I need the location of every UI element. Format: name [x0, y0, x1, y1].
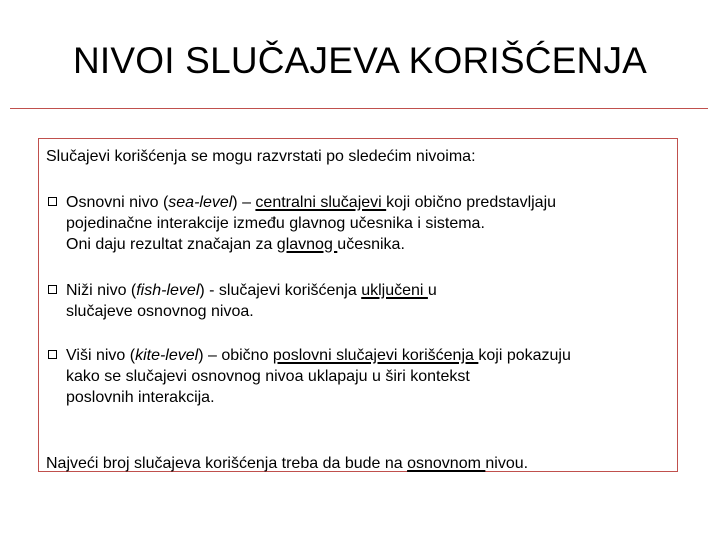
slide-title: NIVOI SLUČAJEVA KORIŠĆENJA	[72, 40, 648, 81]
bullet-line: pojedinačne interakcije između glavnog učesnika i sistema.	[66, 215, 485, 232]
intro-text: Slučajevi korišćenja se mogu razvrstati po sledećim nivoima:	[46, 148, 476, 165]
title-divider	[10, 108, 708, 109]
bullet-line: slučajeve osnovnog nivoa.	[66, 303, 254, 320]
bullet-line: poslovnih interakcija.	[66, 389, 215, 406]
bullet-line: Niži nivo (fish-level) - slučajevi korišćenja uključeni u	[66, 282, 437, 299]
bullet-line: Viši nivo (kite-level) – obično poslovni slučajevi korišćenja koji pokazuju	[66, 347, 571, 364]
bullet-line: kako se slučajevi osnovnog nivoa uklapaju u širi kontekst	[66, 368, 470, 385]
outro-text: Najveći broj slučajeva korišćenja treba da bude na osnovnom nivou.	[46, 455, 529, 472]
checkbox-bullet-icon	[48, 197, 57, 206]
bullet-line: Oni daju rezultat značajan za glavnog učesnika.	[66, 236, 405, 253]
checkbox-bullet-icon	[48, 350, 57, 359]
checkbox-bullet-icon	[48, 285, 57, 294]
bullet-line: Osnovni nivo (sea-level) – centralni slučajevi koji obično predstavljaju	[66, 194, 557, 211]
